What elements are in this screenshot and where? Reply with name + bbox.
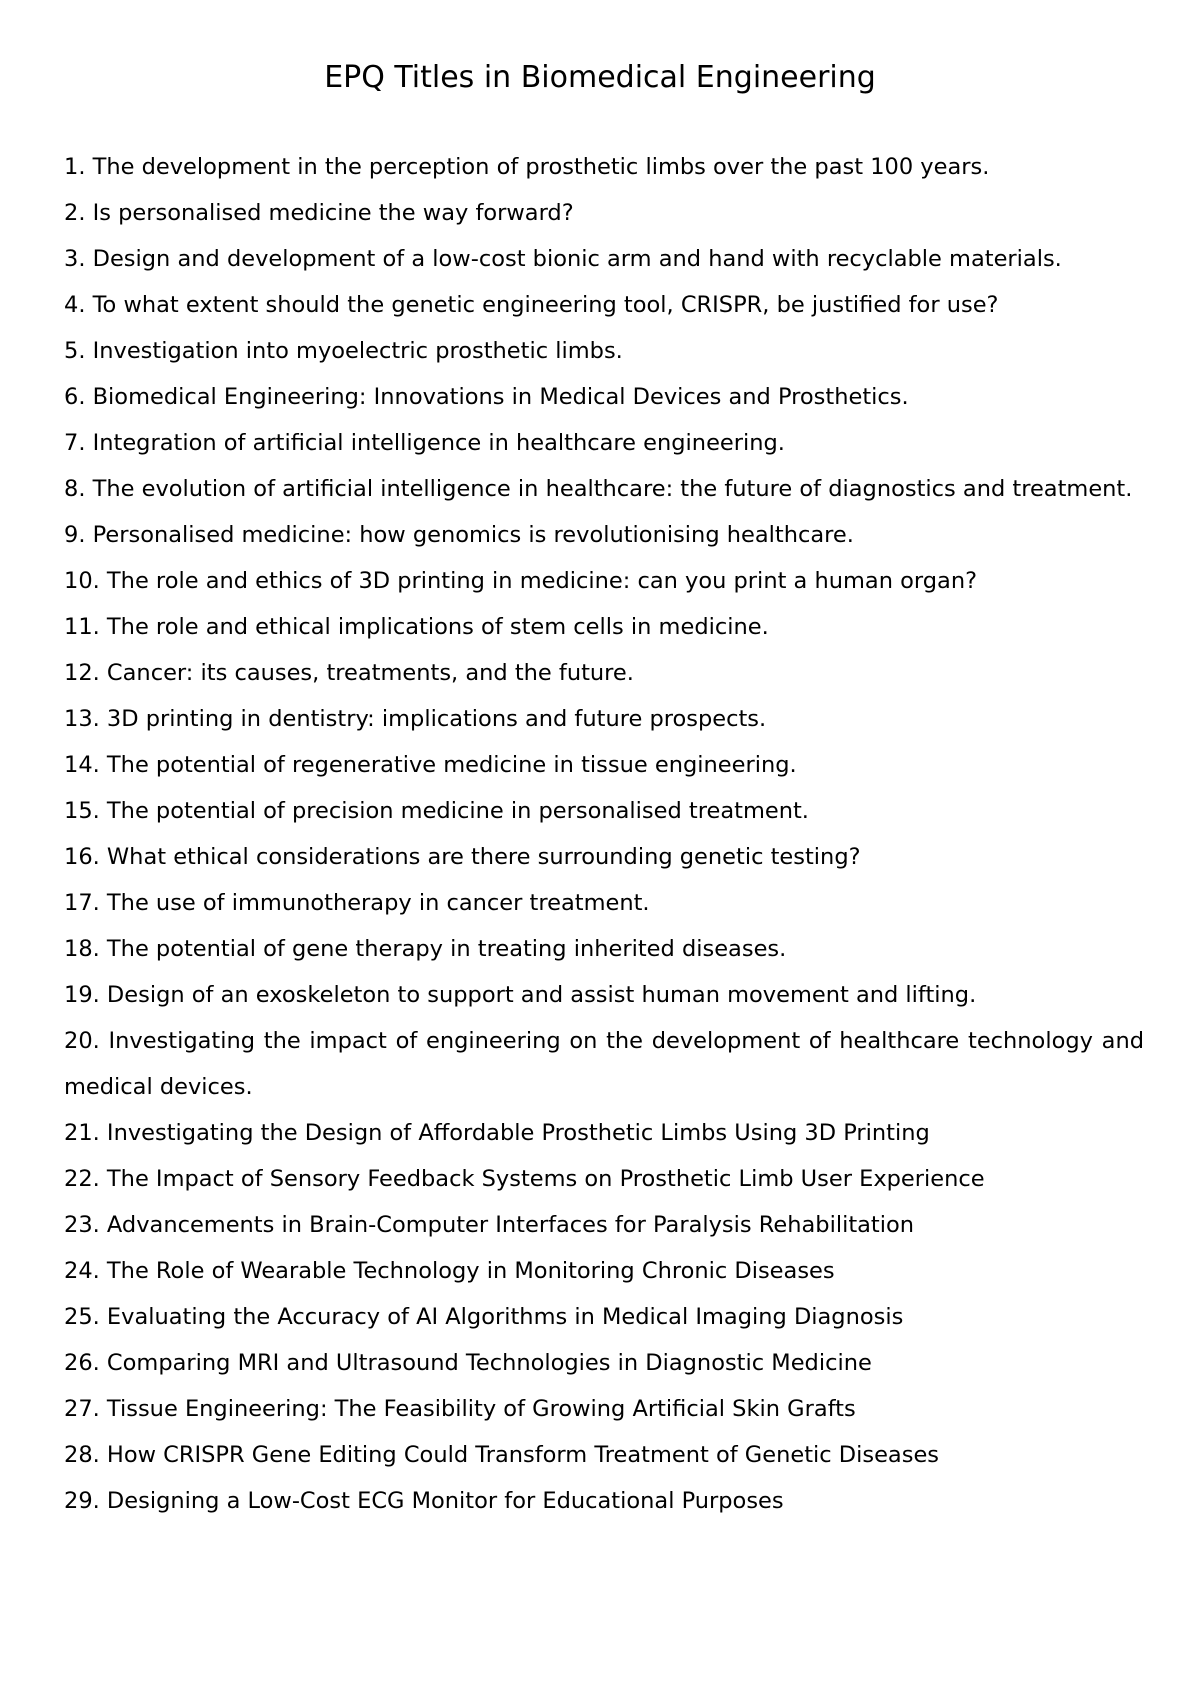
list-item: 23. Advancements in Brain-Computer Interfaces for Paralysis Rehabilitation [64, 1212, 915, 1238]
list-item: 14. The potential of regenerative medicine in tissue engineering. [64, 752, 797, 778]
list-item: 8. The evolution of artificial intelligence in healthcare: the future of diagnostics and treatment. [64, 476, 1133, 502]
list-item: 24. The Role of Wearable Technology in Monitoring Chronic Diseases [64, 1258, 835, 1284]
epq-title-list [64, 144, 1144, 1524]
list-item: 5. Investigation into myoelectric prosthetic limbs. [64, 338, 623, 364]
list-item: 7. Integration of artificial intelligence in healthcare engineering. [64, 430, 785, 456]
list-item: 9. Personalised medicine: how genomics is revolutionising healthcare. [64, 522, 854, 548]
list-item: 28. How CRISPR Gene Editing Could Transform Treatment of Genetic Diseases [64, 1442, 940, 1468]
list-item: 11. The role and ethical implications of stem cells in medicine. [64, 614, 769, 640]
list-item: 26. Comparing MRI and Ultrasound Technologies in Diagnostic Medicine [64, 1350, 872, 1376]
list-item: 3. Design and development of a low-cost bionic arm and hand with recyclable materials. [64, 246, 1062, 272]
page-title: EPQ Titles in Biomedical Engineering [324, 60, 876, 95]
list-item: 12. Cancer: its causes, treatments, and the future. [64, 660, 634, 686]
list-item: 29. Designing a Low-Cost ECG Monitor for Educational Purposes [64, 1488, 784, 1514]
list-item: 4. To what extent should the genetic engineering tool, CRISPR, be justified for use? [64, 292, 999, 318]
list-item: 25. Evaluating the Accuracy of AI Algorithms in Medical Imaging Diagnosis [64, 1304, 904, 1330]
list-item: 22. The Impact of Sensory Feedback Systems on Prosthetic Limb User Experience [64, 1166, 985, 1192]
list-item: 6. Biomedical Engineering: Innovations in Medical Devices and Prosthetics. [64, 384, 909, 410]
list-item: 13. 3D printing in dentistry: implications and future prospects. [64, 706, 767, 732]
list-item: 16. What ethical considerations are there surrounding genetic testing? [64, 844, 861, 870]
list-item: 21. Investigating the Design of Affordable Prosthetic Limbs Using 3D Printing [64, 1120, 930, 1146]
list-item: 27. Tissue Engineering: The Feasibility of Growing Artificial Skin Grafts [64, 1396, 856, 1422]
list-item: 15. The potential of precision medicine in personalised treatment. [64, 798, 809, 824]
list-item: 2. Is personalised medicine the way forward? [64, 200, 574, 226]
list-item: 10. The role and ethics of 3D printing in medicine: can you print a human organ? [64, 568, 978, 594]
list-item: 1. The development in the perception of prosthetic limbs over the past 100 years. [64, 154, 990, 180]
list-item: 18. The potential of gene therapy in treating inherited diseases. [64, 936, 787, 962]
list-item: 17. The use of immunotherapy in cancer treatment. [64, 890, 650, 916]
list-item: 19. Design of an exoskeleton to support and assist human movement and lifting. [64, 982, 977, 1008]
list-item: 20. Investigating the impact of engineering on the development of healthcare technology and medical devices. [64, 1028, 1144, 1100]
